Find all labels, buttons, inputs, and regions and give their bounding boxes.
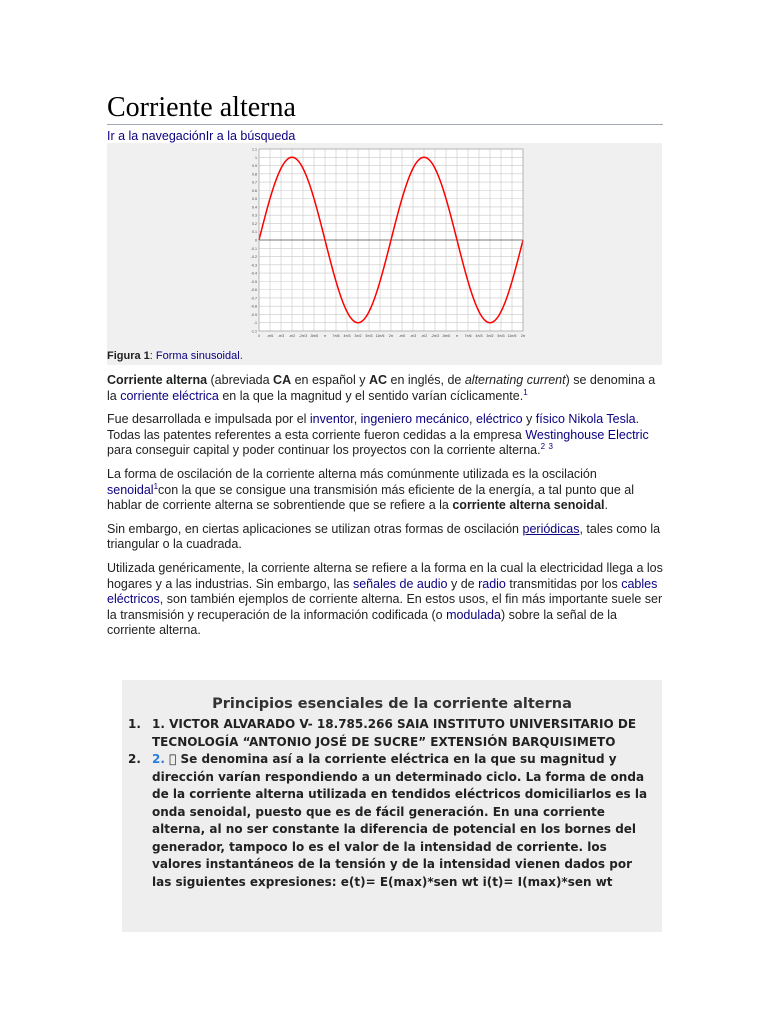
chart-x-tick-label: -5π/6 xyxy=(441,334,451,338)
list-item xyxy=(128,716,652,751)
text: y de xyxy=(447,576,479,591)
ref-1b[interactable]: 1 xyxy=(153,481,159,491)
text: Utilizada genéricamente, la corriente alterna se refiere a la forma en la cual la electricidad llega a los hogares y a las industrias. Sin embargo, las xyxy=(107,560,663,591)
chart-y-tick-label: -1 xyxy=(253,321,257,326)
sine-chart xyxy=(247,143,527,345)
chart-x-tick-label: 4π/3 xyxy=(475,334,483,338)
link-modulada[interactable]: modulada xyxy=(446,607,501,622)
chart-x-tick-label: -π/2 xyxy=(420,334,428,338)
chart-y-tick-label: 1.1 xyxy=(252,147,257,152)
panel-heading: Principios esenciales de la corriente alterna xyxy=(212,696,572,712)
link-cables-electricos[interactable]: cables eléctricos xyxy=(107,576,658,607)
chart-x-tick-label: -2π/3 xyxy=(430,334,440,338)
chart-y-tick-label: 0.9 xyxy=(252,164,257,169)
chart-x-tick-label: 5π/3 xyxy=(497,334,505,338)
chart-x-tick-label: 3π/2 xyxy=(486,334,494,338)
link-senales-audio[interactable]: señales de audio xyxy=(352,576,448,591)
list-number: 2. xyxy=(128,752,141,766)
ref-1[interactable]: 1 xyxy=(523,387,528,397)
chart-y-tick-label: 0.1 xyxy=(252,230,257,235)
chart-x-tick-label: -5π/6 xyxy=(309,334,319,338)
chart-y-tick-label: 0.8 xyxy=(252,172,257,177)
chart-x-tick-label: 2π xyxy=(520,334,526,338)
text: . xyxy=(604,498,608,513)
chart-x-tick-label: 0 xyxy=(258,334,260,338)
paragraph-1 xyxy=(107,373,663,404)
chart-x-tick-label: 11π/6 xyxy=(375,334,385,338)
ref-2[interactable]: 2 xyxy=(540,442,546,452)
list-item-text: 1. VICTOR ALVARADO V- 18.785.266 SAIA INSTITUTO UNIVERSITARIO DE TECNOLOGÍA “ANTONIO JOSÉ DE SUCRE” EXTENSIÓN BARQUISIMETO xyxy=(152,717,637,749)
figure-caption xyxy=(107,349,243,363)
text: para conseguir capital y poder continuar los proyectos con la corriente alterna. xyxy=(107,443,541,458)
goto-search-link[interactable]: Ir a la búsqueda xyxy=(205,129,296,143)
chart-y-tick-label: 0.5 xyxy=(252,197,257,202)
article-body xyxy=(107,373,663,647)
abbr-ac: AC xyxy=(368,373,388,387)
chart-y-tick-label: -0.3 xyxy=(250,263,257,268)
term-ca-senoidal: corriente alterna senoidal xyxy=(452,498,605,513)
link-westinghouse[interactable]: Westinghouse Electric xyxy=(525,427,649,442)
chart-x-tick-label: 4π/3 xyxy=(343,334,351,338)
text: (abreviada xyxy=(207,373,274,387)
caption-label: Figura 1 xyxy=(107,350,150,362)
caption-sep: : xyxy=(149,350,156,362)
chart-y-tick-label: 0.7 xyxy=(252,180,257,185)
text: y xyxy=(522,412,536,427)
list-item-link[interactable]: 2. xyxy=(152,752,165,766)
chart-x-tick-label: -2π/3 xyxy=(298,334,308,338)
principles-panel xyxy=(122,680,662,932)
chart-x-tick-label: 7π/6 xyxy=(332,334,340,338)
text: en inglés, de xyxy=(387,373,465,387)
chart-x-tick-label: 3π/2 xyxy=(354,334,362,338)
principles-list xyxy=(128,716,652,891)
link-senoidal[interactable]: senoidal xyxy=(107,482,154,497)
goto-navigation-link[interactable]: Ir a la navegación xyxy=(107,129,206,143)
text: ) se denomina a la xyxy=(107,373,656,403)
chart-x-tick-label: 7π/6 xyxy=(464,334,472,338)
term-corriente-alterna: Corriente alterna xyxy=(107,373,208,387)
paragraph-4 xyxy=(107,522,663,553)
text: Fue desarrollada e impulsada por el xyxy=(107,412,310,427)
chart-y-tick-label: -0.6 xyxy=(250,288,257,293)
caption-link[interactable]: Forma sinusoidal xyxy=(155,350,240,362)
paragraph-2 xyxy=(107,412,663,459)
link-corriente-electrica[interactable]: corriente eléctrica xyxy=(120,388,219,403)
text: , xyxy=(469,412,476,427)
link-ingeniero-mecanico[interactable]: ingeniero mecánico xyxy=(360,412,470,427)
chart-y-tick-label: 0.3 xyxy=(252,213,257,218)
chart-x-tick-label: 5π/3 xyxy=(365,334,373,338)
chart-y-tick-label: -0.5 xyxy=(250,279,257,284)
paragraph-5 xyxy=(107,561,663,639)
chart-x-tick-label: -π/3 xyxy=(277,334,285,338)
list-item xyxy=(128,751,652,891)
abbr-ca: CA xyxy=(273,373,292,387)
text: transmitidas por los xyxy=(505,576,622,591)
text: Sin embargo, en ciertas aplicaciones se utilizan otras formas de oscilación xyxy=(107,521,523,536)
caption-end: . xyxy=(239,350,243,362)
link-radio[interactable]: radio xyxy=(478,576,506,591)
title-divider xyxy=(107,124,663,125)
chart-y-tick-label: -1.1 xyxy=(250,329,257,334)
text: en español y xyxy=(291,373,369,387)
chart-x-tick-label: π xyxy=(455,334,459,338)
chart-x-tick-label: π xyxy=(323,334,327,338)
text: . Todas las patentes referentes a esta corriente fueron cedidas a la empresa xyxy=(107,412,640,442)
chart-y-tick-label: 0.4 xyxy=(252,205,257,210)
list-item-text:   Se denomina así a la corriente eléctrica en la que su magnitud y dirección varían respondiendo a un determinado ciclo. La forma de onda de la corriente alterna utilizada en tendidos eléctricos domiciliarlos es la onda senoidal, puesto que es de fácil generación. En una corriente alterna, al no ser constante la diferencia de potencial en los bornes del generador, tampoco lo es el valor de la intensidad de corriente. los valores instantáneos de la tensión y de la intensidad vienen dados por las siguientes expresiones: e(t)= E(max)*sen wt i(t)= I(max)*sen wt xyxy=(152,752,648,889)
chart-y-tick-label: -0.1 xyxy=(250,246,257,251)
chart-y-tick-label: -0.9 xyxy=(250,312,257,317)
text: , xyxy=(353,412,361,427)
text: ) sobre la señal de la corriente alterna. xyxy=(107,607,618,638)
chart-y-tick-label: -0.8 xyxy=(250,304,257,309)
chart-y-tick-label: 0 xyxy=(255,238,257,243)
figure-sine xyxy=(107,143,662,365)
link-nikola-tesla[interactable]: Nikola Tesla xyxy=(568,412,636,427)
skip-links xyxy=(107,128,295,144)
chart-y-tick-label: 0.2 xyxy=(252,221,257,226)
chart-x-tick-label: -π/2 xyxy=(288,334,296,338)
chart-x-tick-label: 2π xyxy=(388,334,394,338)
chart-x-tick-label: -π/6 xyxy=(398,334,406,338)
page-title: Corriente alterna xyxy=(107,92,296,123)
text: en la que la magnitud y el sentido varían cíclicamente. xyxy=(218,388,524,403)
text: con la que se consigue una transmisión más eficiente de la energía, a tal punto que al hablar de corriente alterna se sobrentiende que se refiere a la xyxy=(107,482,635,513)
text: , tales como la triangular o la cuadrada. xyxy=(107,521,661,552)
chart-y-tick-label: -0.7 xyxy=(250,296,257,301)
chart-y-tick-label: 1 xyxy=(255,155,257,160)
paragraph-3 xyxy=(107,467,663,514)
list-number: 1. xyxy=(128,717,141,731)
chart-x-tick-label: 11π/6 xyxy=(507,334,517,338)
text: La forma de oscilación de la corriente alterna más comúnmente utilizada es la oscilación xyxy=(107,466,597,481)
link-periodicas[interactable]: periódicas xyxy=(522,521,580,536)
english-term: alternating current xyxy=(464,373,566,387)
chart-y-tick-label: 0.6 xyxy=(252,188,257,193)
ref-3[interactable]: 3 xyxy=(548,442,553,452)
text: , son también ejemplos de corriente alterna. En estos usos, el fin más importante suele ser la transmisión y recuperación de la información codificada (o xyxy=(107,592,663,622)
chart-x-tick-label: -π/6 xyxy=(266,334,274,338)
link-electrico[interactable]: eléctrico xyxy=(476,412,523,427)
chart-x-tick-label: -π/3 xyxy=(409,334,417,338)
chart-y-tick-label: -0.4 xyxy=(250,271,257,276)
link-fisico[interactable]: físico xyxy=(535,412,565,427)
chart-y-tick-label: -0.2 xyxy=(250,255,257,260)
link-inventor[interactable]: inventor xyxy=(309,412,354,427)
